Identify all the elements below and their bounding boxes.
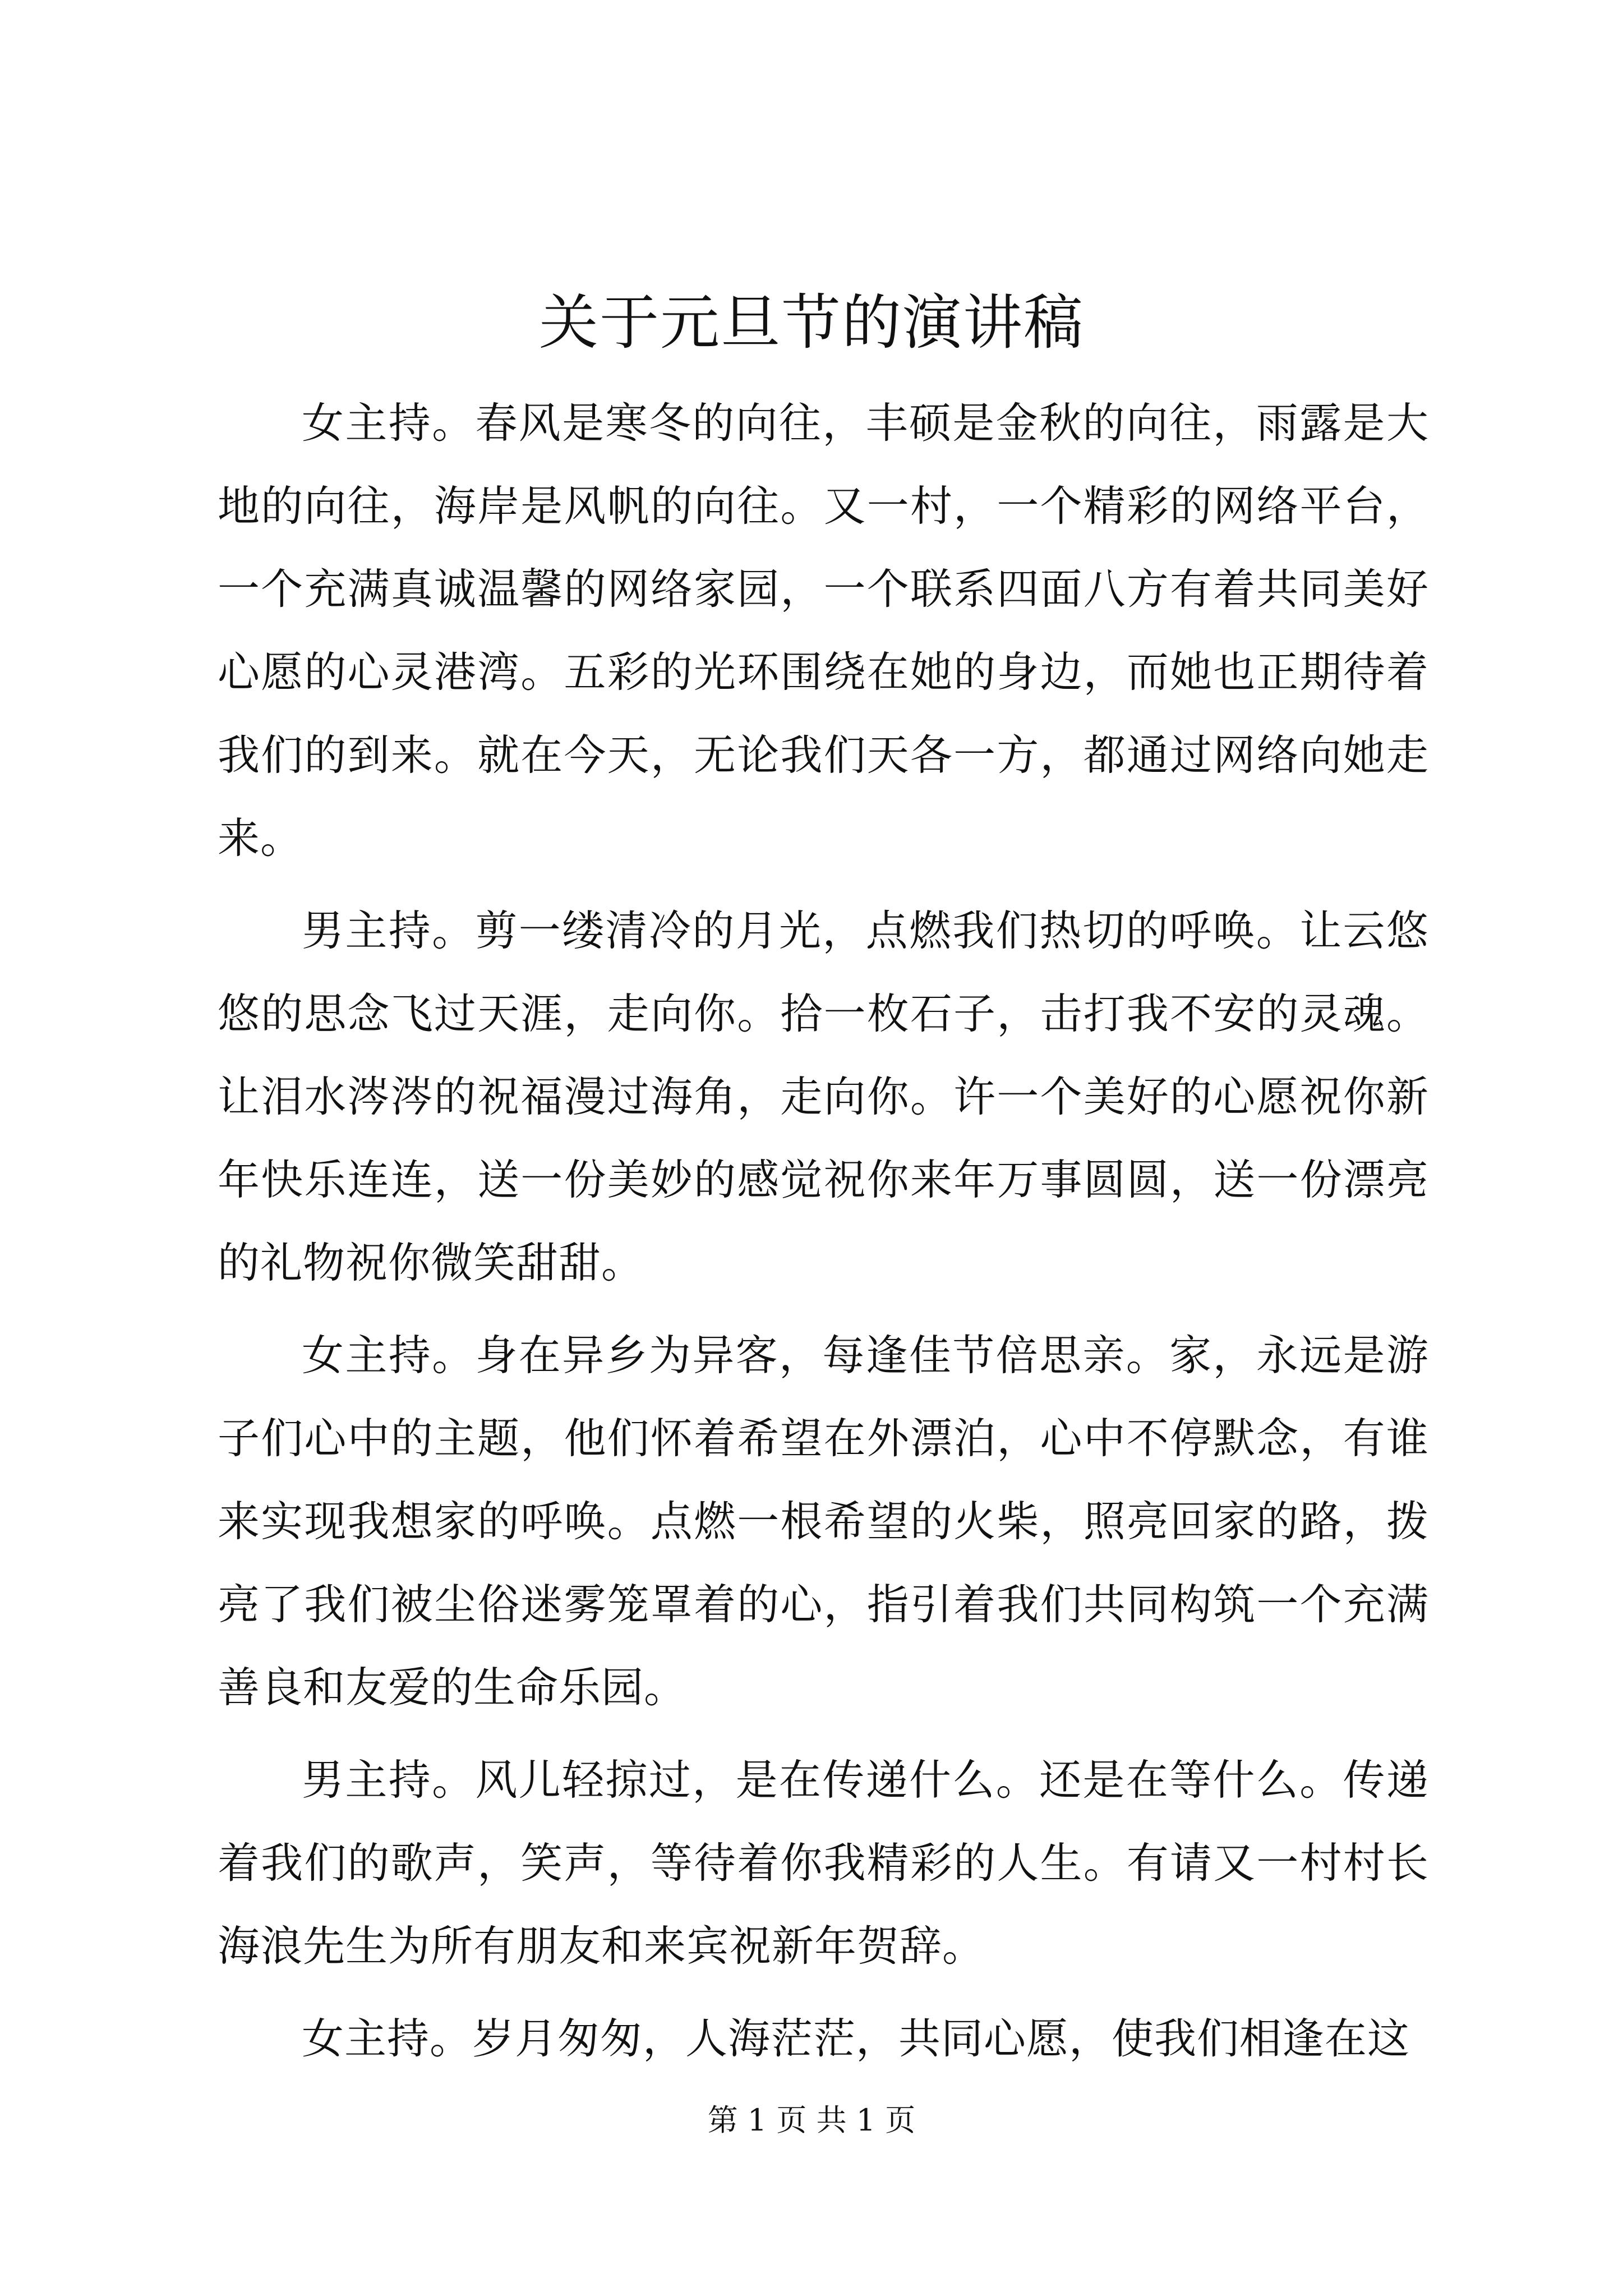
page-title: 关于元旦节的演讲稿 <box>539 288 1084 357</box>
paragraph: 女主持。身在异乡为异客，每逢佳节倍思亲。家，永远是游子们心中的主题，他们怀着希望在外漂泊，心中不停默念，有谁来实现我想家的呼唤。点燃一根希望的火柴，照亮回家的路，拨亮了我们被尘俗迷雾笼罩着的心，指引着我们共同构筑一个充满善良和友爱的生命乐园。 <box>218 1331 1429 1712</box>
paragraph: 男主持。剪一缕清冷的月光，点燃我们热切的呼唤。让云悠悠的思念飞过天涯，走向你。拾一枚石子，击打我不安的灵魂。让泪水涔涔的祝福漫过海角，走向你。许一个美好的心愿祝你新年快乐连连，送一份美妙的感觉祝你来年万事圆圆，送一份漂亮的礼物祝你微笑甜甜。 <box>218 906 1429 1287</box>
document-body <box>218 381 1429 2090</box>
paragraph: 女主持。岁月匆匆，人海茫茫，共同心愿，使我们相逢在这 <box>302 2014 1410 2063</box>
page-footer: 第 1 页 共 1 页 <box>707 2102 916 2138</box>
paragraph: 男主持。风儿轻掠过，是在传递什么。还是在等什么。传递着我们的歌声，笑声，等待着你我精彩的人生。有请又一村村长海浪先生为所有朋友和来宾祝新年贺辞。 <box>218 1755 1429 1971</box>
paragraph: 女主持。春风是寒冬的向往，丰硕是金秋的向往，雨露是大地的向往，海岸是风帆的向往。又一村，一个精彩的网络平台，一个充满真诚温馨的网络家园，一个联系四面八方有着共同美好心愿的心灵港湾。五彩的光环围绕在她的身边，而她也正期待着我们的到来。就在今天，无论我们天各一方，都通过网络向她走来。 <box>218 398 1429 863</box>
